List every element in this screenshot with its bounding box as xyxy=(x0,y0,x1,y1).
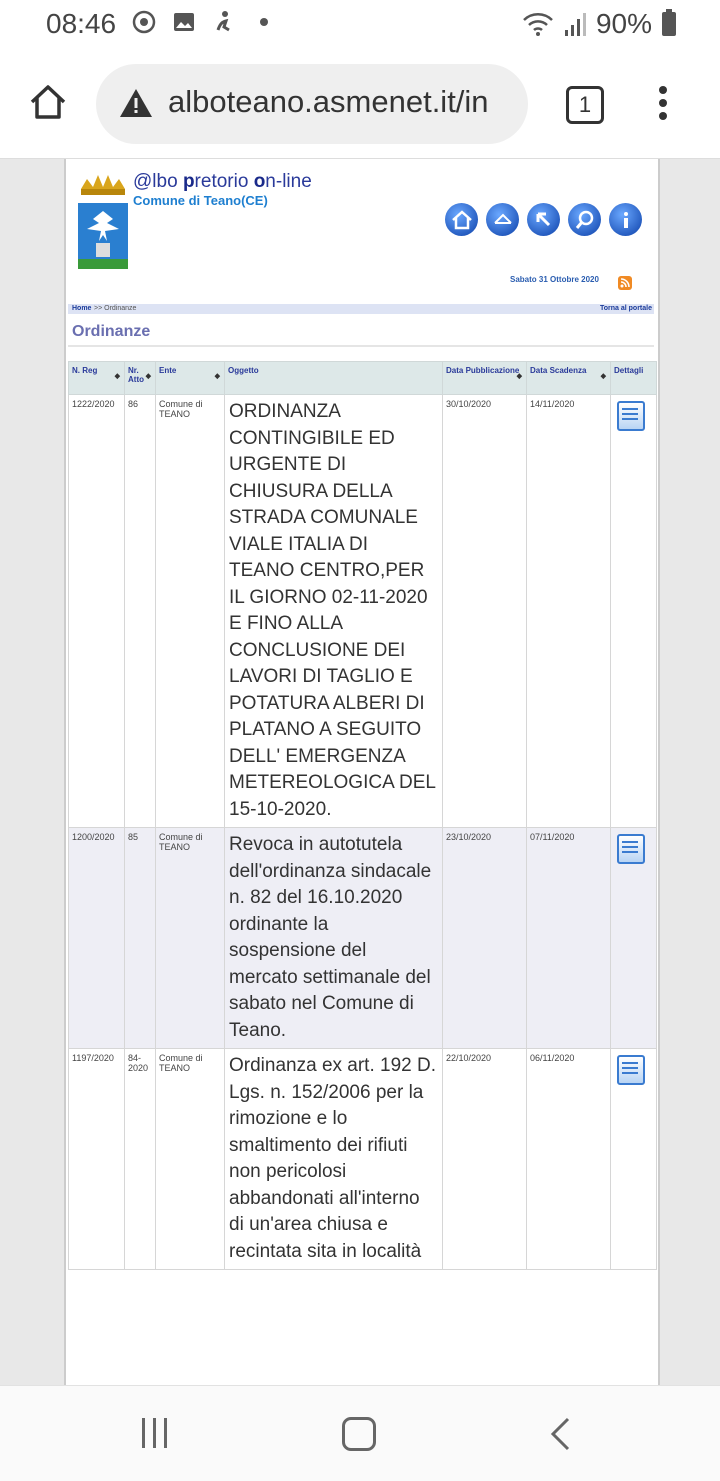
header-label: Oggetto xyxy=(228,366,259,375)
ordinanze-table xyxy=(68,361,657,1270)
site-subtitle: Comune di Teano(CE) xyxy=(133,193,268,208)
cell-pubblicazione: 22/10/2020 xyxy=(443,1049,527,1270)
web-content xyxy=(0,159,720,1385)
cell-ente: Comune di TEANO xyxy=(156,395,225,828)
header-label: Data Scadenza xyxy=(530,366,587,375)
title-part: retorio xyxy=(194,171,254,192)
dot-icon xyxy=(252,10,276,34)
chrome-icon xyxy=(132,10,156,34)
cell-ente: Comune di TEANO xyxy=(156,828,225,1049)
signal-icon xyxy=(564,12,586,36)
title-part: o xyxy=(253,171,266,192)
title-part: lbo xyxy=(152,171,183,192)
cell-dettagli xyxy=(611,1049,657,1270)
breadcrumb-home-link[interactable]: Home xyxy=(72,305,92,312)
cell-atto: 84-2020 xyxy=(125,1049,156,1270)
header-label: N. Reg xyxy=(72,366,98,375)
address-bar[interactable] xyxy=(96,64,528,144)
system-navigation-bar xyxy=(0,1385,720,1481)
url-text[interactable]: alboteano.asmenet.it/in xyxy=(168,84,489,119)
table-row xyxy=(69,828,657,1049)
title-part: n-l xyxy=(265,171,287,192)
sort-icon[interactable]: ◆ xyxy=(114,373,120,380)
status-bar xyxy=(0,0,720,50)
cell-oggetto: Ordinanza ex art. 192 D. Lgs. n. 152/2006 per la rimozione e lo smaltimento dei rifiuti non pericolosi abbandonati all'interno di un'area chiusa e recintata sita in località xyxy=(225,1049,443,1270)
home-button-icon[interactable] xyxy=(342,1417,376,1451)
column-header-oggetto xyxy=(225,362,443,395)
cell-dettagli xyxy=(611,828,657,1049)
column-header-scadenza[interactable] xyxy=(527,362,611,395)
clock: 08:46 xyxy=(46,8,117,39)
sort-icon[interactable]: ◆ xyxy=(600,373,606,380)
browser-toolbar xyxy=(0,50,720,159)
back-to-portal-link[interactable]: Torna al portale xyxy=(600,305,652,312)
table-header-row xyxy=(69,362,657,395)
title-part: @ xyxy=(133,171,153,192)
battery-icon xyxy=(662,12,676,36)
sort-icon[interactable]: ◆ xyxy=(145,373,151,380)
accessibility-icon xyxy=(212,10,236,34)
current-date: Sabato 31 Ottobre 2020 xyxy=(510,275,599,284)
info-nav-icon[interactable] xyxy=(609,203,642,236)
page-container xyxy=(64,159,660,1385)
page-title: Ordinanze xyxy=(72,323,151,340)
recents-icon[interactable] xyxy=(142,1418,174,1448)
warning-icon[interactable] xyxy=(118,86,154,120)
cell-pubblicazione: 23/10/2020 xyxy=(443,828,527,1049)
cell-scadenza: 07/11/2020 xyxy=(527,828,611,1049)
coat-of-arms-logo xyxy=(78,171,128,271)
notification-icons xyxy=(132,10,276,34)
cell-ente: Comune di TEANO xyxy=(156,1049,225,1270)
cell-pubblicazione: 30/10/2020 xyxy=(443,395,527,828)
site-nav-icons xyxy=(445,203,642,236)
mail-nav-icon[interactable] xyxy=(486,203,519,236)
column-header-reg[interactable] xyxy=(69,362,125,395)
table-row xyxy=(69,395,657,828)
overflow-menu-icon[interactable] xyxy=(656,86,670,126)
back-icon[interactable] xyxy=(548,1416,572,1452)
title-part: ine xyxy=(286,171,312,192)
cell-reg: 1222/2020 xyxy=(69,395,125,828)
sort-icon[interactable]: ◆ xyxy=(214,373,220,380)
rss-icon[interactable] xyxy=(618,276,632,290)
breadcrumb xyxy=(68,304,654,314)
document-details-icon[interactable] xyxy=(617,1055,645,1085)
header-label: Data Pubblicazione xyxy=(446,366,520,375)
battery-percent: 90% xyxy=(595,8,652,39)
gallery-icon xyxy=(172,10,196,34)
cell-reg: 1200/2020 xyxy=(69,828,125,1049)
column-header-dettagli xyxy=(611,362,657,395)
header-label: Ente xyxy=(159,366,177,375)
cell-dettagli xyxy=(611,395,657,828)
breadcrumb-current: >> Ordinanze xyxy=(94,305,137,312)
wifi-icon xyxy=(522,11,554,37)
cell-scadenza: 06/11/2020 xyxy=(527,1049,611,1270)
cell-atto: 85 xyxy=(125,828,156,1049)
document-details-icon[interactable] xyxy=(617,834,645,864)
cell-oggetto: Revoca in autotutela dell'ordinanza sindacale n. 82 del 16.10.2020 ordinante la sospensione del mercato settimanale del sabato nel Comune di Teano. xyxy=(225,828,443,1049)
site-title xyxy=(133,171,312,193)
header-label: Nr. Atto xyxy=(128,366,144,384)
cell-scadenza: 14/11/2020 xyxy=(527,395,611,828)
table-row xyxy=(69,1049,657,1270)
cell-atto: 86 xyxy=(125,395,156,828)
sort-icon[interactable]: ◆ xyxy=(516,373,522,380)
search-nav-icon[interactable] xyxy=(568,203,601,236)
header-label: Dettagli xyxy=(614,366,644,375)
back-nav-icon[interactable] xyxy=(527,203,560,236)
home-icon[interactable] xyxy=(28,82,68,122)
column-header-ente[interactable] xyxy=(156,362,225,395)
home-nav-icon[interactable] xyxy=(445,203,478,236)
title-part: p xyxy=(182,171,195,192)
column-header-atto[interactable] xyxy=(125,362,156,395)
column-header-pubblicazione[interactable] xyxy=(443,362,527,395)
divider xyxy=(68,345,654,347)
tab-switcher-button[interactable]: 1 xyxy=(566,86,604,124)
cell-oggetto: ORDINANZA CONTINGIBILE ED URGENTE DI CHIUSURA DELLA STRADA COMUNALE VIALE ITALIA DI TEANO CENTRO,PER IL GIORNO 02-11-2020 E FINO ALLA CONCLUSIONE DEI LAVORI DI TAGLIO E POTATURA ALBERI DI PLATANO A SEGUITO DELL' EMERGENZA METEREOLOGICA DEL 15-10-2020. xyxy=(225,395,443,828)
status-right xyxy=(522,8,676,40)
cell-reg: 1197/2020 xyxy=(69,1049,125,1270)
document-details-icon[interactable] xyxy=(617,401,645,431)
